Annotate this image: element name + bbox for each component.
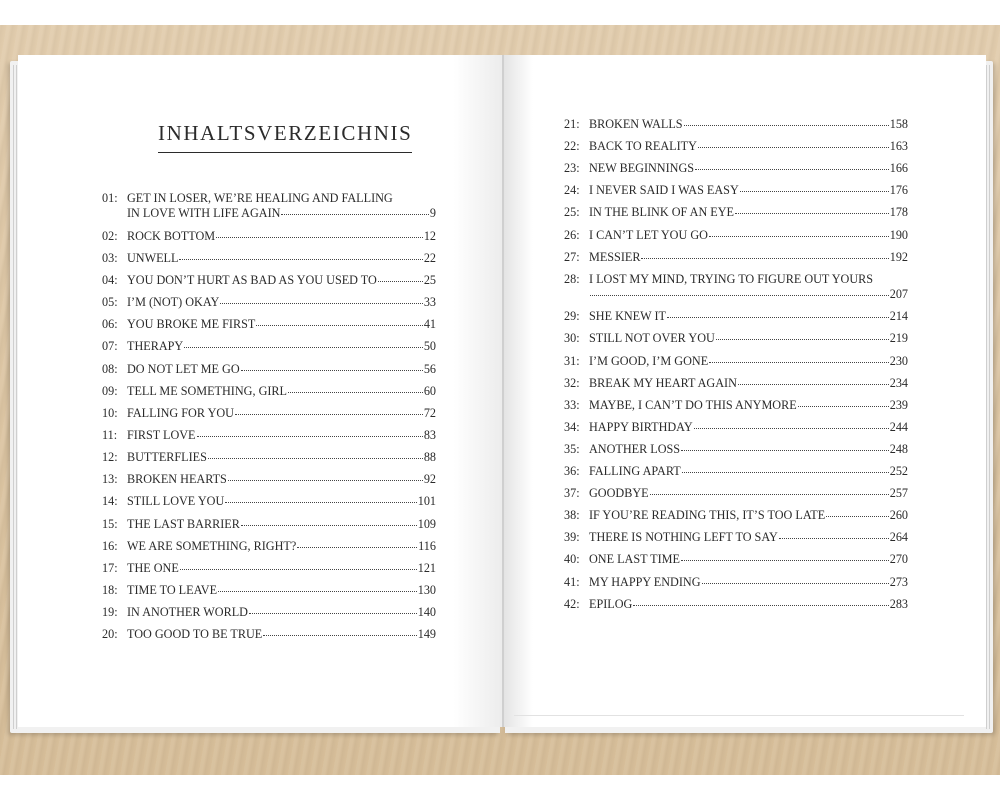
toc-entry-page: 252 [889, 464, 908, 478]
toc-leader-dots [281, 213, 428, 215]
toc-leader-dots [590, 294, 889, 296]
toc-entry-title: IN THE BLINK OF AN EYE [589, 205, 734, 220]
toc-entry-page: 283 [889, 596, 908, 611]
toc-entry-page: 207 [889, 286, 908, 301]
toc-entry-number: 05: [102, 295, 118, 310]
toc-entry-page: 257 [889, 486, 908, 501]
toc-entry [564, 486, 908, 501]
toc-entry-title: IF YOU’RE READING THIS, IT’S TOO LATE [589, 508, 826, 523]
toc-entry-page: 163 [889, 139, 908, 154]
toc-leader-dots [702, 582, 889, 584]
toc-entry-title: I CAN’T LET YOU GO [589, 227, 708, 242]
toc-entry-page: 50 [423, 339, 436, 354]
toc-leader-dots [698, 146, 889, 148]
toc-entry-number: 28: [564, 271, 580, 286]
toc-entry [564, 597, 908, 612]
toc-entry-number: 37: [564, 486, 580, 501]
toc-leader-dots [650, 493, 889, 495]
page-bottom-rule [514, 715, 964, 716]
toc-entry-page: 248 [889, 441, 908, 456]
toc-entry-page: 41 [423, 317, 436, 332]
toc-entry [564, 250, 908, 265]
toc-entry-title: BUTTERFLIES [127, 450, 207, 465]
toc-entry-title: IN ANOTHER WORLD [127, 605, 248, 620]
toc-entry-page: 116 [418, 538, 436, 553]
toc-entry-page: 130 [417, 583, 436, 598]
toc-title: INHALTSVERZEICHNIS [158, 121, 412, 153]
toc-entry-page: 273 [889, 574, 908, 589]
toc-entry-title: THE ONE [127, 560, 179, 575]
toc-entry [564, 331, 908, 346]
toc-entry-page: 260 [889, 508, 908, 523]
toc-entry-number: 27: [564, 249, 580, 264]
toc-leader-dots [218, 590, 417, 592]
toc-leader-dots [378, 280, 423, 282]
toc-entry-page: 60 [423, 383, 436, 398]
toc-entry [564, 398, 908, 413]
toc-entry-number: 04: [102, 272, 118, 287]
toc-entry-title: I NEVER SAID I WAS EASY [589, 183, 739, 198]
toc-entry [564, 139, 908, 154]
toc-entry [564, 552, 908, 567]
toc-entry-number: 15: [102, 516, 118, 531]
toc-entry-page: 12 [423, 228, 436, 243]
toc-leader-dots [225, 501, 416, 503]
toc-entry-page: 230 [889, 353, 908, 368]
toc-entry [564, 161, 908, 176]
toc-entry-title: MESSIER [589, 249, 641, 264]
toc-entry [564, 205, 908, 220]
toc-entry [102, 251, 436, 266]
toc-entry-page: 88 [423, 450, 436, 465]
toc-entry-number: 23: [564, 161, 580, 176]
toc-entry [564, 508, 908, 523]
toc-entry-page: 149 [417, 627, 436, 642]
toc-entry-page: 33 [423, 295, 436, 310]
toc-leader-dots [256, 324, 422, 326]
toc-leader-dots [684, 124, 889, 126]
toc-entry-title: THERAPY [127, 339, 184, 354]
toc-entry [102, 317, 436, 332]
toc-leader-dots [738, 383, 889, 385]
toc-entry-title: I’M GOOD, I’M GONE [589, 353, 709, 368]
toc-entry [102, 362, 436, 377]
toc-entry-number: 35: [564, 441, 580, 456]
toc-entry [102, 229, 436, 244]
toc-entry-number: 16: [102, 538, 118, 553]
toc-entry-number: 14: [102, 494, 118, 509]
toc-entry-number: 25: [564, 205, 580, 220]
toc-entry [102, 450, 436, 465]
toc-entry-title: DO NOT LET ME GO [127, 361, 240, 376]
toc-entry-page: 83 [423, 428, 436, 442]
toc-leader-dots [695, 168, 889, 170]
toc-entry-page: 178 [889, 205, 908, 220]
toc-leader-dots [709, 361, 889, 363]
toc-entry-number: 42: [564, 596, 580, 611]
toc-entry-title: HAPPY BIRTHDAY [589, 419, 693, 434]
toc-entry-title: FIRST LOVE [127, 428, 196, 442]
toc-entry-title: BROKEN WALLS [589, 117, 683, 131]
toc-entry-number: 18: [102, 583, 118, 598]
toc-entry [102, 406, 436, 421]
toc-entry-number: 11: [102, 428, 118, 442]
toc-entry-page: 264 [889, 530, 908, 545]
toc-entry [102, 273, 436, 288]
toc-entry-page: 56 [423, 361, 436, 376]
toc-entry [102, 539, 436, 554]
toc-entry-number: 30: [564, 331, 580, 346]
toc-leader-dots [297, 546, 417, 548]
toc-entry-title: UNWELL [127, 250, 179, 265]
toc-entry-number: 03: [102, 250, 118, 265]
toc-entry-title: ONE LAST TIME [589, 552, 680, 567]
toc-entry [102, 627, 436, 642]
toc-leader-dots [798, 405, 889, 407]
toc-entry [102, 583, 436, 598]
toc-leader-dots [288, 391, 423, 393]
toc-entry-title: I LOST MY MIND, TRYING TO FIGURE OUT YOURS [589, 271, 874, 286]
toc-entry-page: 109 [417, 516, 436, 531]
toc-entry-number: 22: [564, 139, 580, 154]
toc-leader-dots [228, 479, 423, 481]
toc-entry-number: 32: [564, 375, 580, 390]
toc-entry-number: 10: [102, 405, 118, 420]
toc-leader-dots [681, 559, 889, 561]
toc-entry-number: 38: [564, 508, 580, 523]
toc-entry-number: 29: [564, 309, 580, 324]
toc-entry-title: NEW BEGINNINGS [589, 161, 695, 176]
toc-entry-title: STILL LOVE YOU [127, 494, 225, 509]
toc-entry-number: 26: [564, 227, 580, 242]
toc-entry-title: SHE KNEW IT [589, 309, 666, 324]
toc-entry-title: THE LAST BARRIER [127, 516, 240, 531]
toc-entry [102, 339, 436, 354]
top-margin-band [0, 0, 1000, 25]
toc-entry-title: YOU DON’T HURT AS BAD AS YOU USED TO [127, 272, 377, 287]
toc-entry-number: 13: [102, 472, 118, 487]
toc-leader-dots [716, 338, 889, 340]
toc-entry [564, 530, 908, 545]
toc-entry-number: 08: [102, 361, 118, 376]
toc-entry-number: 31: [564, 353, 580, 368]
toc-entry [102, 517, 436, 532]
toc-leader-dots [709, 235, 889, 237]
toc-entry-page: 140 [417, 605, 436, 620]
toc-entry-page: 101 [417, 494, 436, 509]
toc-leader-dots [197, 435, 423, 437]
toc-entry-title: MAYBE, I CAN’T DO THIS ANYMORE [589, 397, 797, 412]
toc-entry-number: 40: [564, 552, 580, 567]
toc-entry-number: 41: [564, 574, 580, 589]
toc-entry-title: FALLING FOR YOU [127, 405, 234, 420]
toc-entry-title: YOU BROKE ME FIRST [127, 317, 256, 332]
toc-entry-title: TOO GOOD TO BE TRUE [127, 627, 263, 642]
toc-entry [102, 428, 436, 443]
toc-entry-title: GET IN LOSER, WE’RE HEALING AND FALLING [127, 191, 393, 205]
toc-leader-dots [641, 257, 888, 259]
right-page [504, 55, 986, 727]
toc-entry-number: 24: [564, 183, 580, 198]
toc-entry-title: ROCK BOTTOM [127, 228, 216, 243]
toc-entry-page: 158 [889, 117, 908, 131]
toc-entry [564, 420, 908, 435]
toc-leader-dots [682, 471, 889, 473]
toc-entry [564, 575, 908, 590]
toc-entry-number: 21: [564, 117, 580, 131]
toc-leader-dots [249, 612, 417, 614]
toc-entry [564, 117, 908, 132]
toc-leader-dots [208, 457, 423, 459]
toc-entry-page: 239 [889, 397, 908, 412]
toc-leader-dots [667, 316, 889, 318]
toc-entry-title: TIME TO LEAVE [127, 583, 218, 598]
toc-entry-title: GOODBYE [589, 486, 649, 501]
toc-leader-dots [779, 537, 889, 539]
toc-entry-page: 9 [429, 206, 436, 220]
toc-leader-dots [740, 190, 889, 192]
toc-entry [564, 442, 908, 457]
toc-entry [102, 472, 436, 487]
toc-entry-title: TELL ME SOMETHING, GIRL [127, 383, 287, 398]
toc-entry-number: 39: [564, 530, 580, 545]
toc-entry-page: 72 [423, 405, 436, 420]
toc-entry-number: 09: [102, 383, 118, 398]
toc-leader-dots [180, 568, 417, 570]
toc-entry [564, 464, 908, 479]
toc-entry-number: 12: [102, 450, 118, 465]
toc-entry-number: 33: [564, 397, 580, 412]
toc-entry-title: MY HAPPY ENDING [589, 574, 701, 589]
toc-entry [564, 183, 908, 198]
open-book [10, 55, 995, 735]
toc-entry-page: 234 [889, 375, 908, 390]
toc-entry [564, 309, 908, 324]
toc-leader-dots [216, 236, 423, 238]
toc-leader-dots [826, 515, 889, 517]
toc-entry-number: 17: [102, 560, 118, 575]
toc-entry-title: BACK TO REALITY [589, 139, 697, 154]
toc-leader-dots [235, 413, 423, 415]
toc-entry [102, 561, 436, 576]
bottom-margin-band [0, 775, 1000, 800]
toc-entry [102, 295, 436, 310]
toc-entry-page: 121 [417, 560, 436, 575]
toc-leader-dots [179, 258, 422, 260]
toc-entry-page: 92 [423, 472, 436, 487]
toc-entry-number: 06: [102, 317, 118, 332]
toc-leader-dots [735, 212, 889, 214]
toc-entry-page: 190 [889, 227, 908, 242]
toc-entry-page: 214 [889, 309, 908, 324]
toc-entry-number: 19: [102, 605, 118, 620]
toc-entry-title: THERE IS NOTHING LEFT TO SAY [589, 530, 778, 545]
toc-entry-number: 34: [564, 419, 580, 434]
toc-leader-dots [681, 449, 889, 451]
toc-entry-title: WE ARE SOMETHING, RIGHT? [127, 538, 297, 553]
toc-leader-dots [184, 346, 423, 348]
toc-leader-dots [263, 634, 417, 636]
toc-entry-page: 244 [889, 419, 908, 434]
toc-entry-number: 02: [102, 228, 118, 243]
toc-entry-number: 36: [564, 464, 580, 478]
toc-entry-page: 219 [889, 331, 908, 346]
toc-entry-title: EPILOG [589, 596, 633, 611]
toc-entry [102, 605, 436, 620]
toc-leader-dots [241, 524, 417, 526]
toc-entry-title: STILL NOT OVER YOU [589, 331, 715, 346]
toc-entry [564, 376, 908, 391]
toc-leader-dots [694, 427, 889, 429]
toc-entry-page: 22 [423, 250, 436, 265]
toc-entry-title: BREAK MY HEART AGAIN [589, 375, 737, 390]
toc-entry [102, 384, 436, 399]
toc-entry [102, 494, 436, 509]
toc-entry-number: 20: [102, 627, 118, 642]
toc-leader-dots [633, 604, 888, 606]
left-page [18, 55, 502, 727]
toc-entry-page: 176 [889, 183, 908, 198]
toc-entry-page: 192 [889, 249, 908, 264]
toc-entry [564, 354, 908, 369]
toc-entry-title: ANOTHER LOSS [589, 441, 681, 456]
toc-entry [564, 228, 908, 243]
toc-entry-number: 01: [102, 191, 118, 205]
toc-entry-title: I’M (NOT) OKAY [127, 295, 220, 310]
toc-entry-title: BROKEN HEARTS [127, 472, 227, 487]
toc-entry-page: 166 [889, 161, 908, 176]
toc-leader-dots [241, 369, 423, 371]
toc-entry-title-continued: IN LOVE WITH LIFE AGAIN [127, 206, 281, 220]
toc-entry-page: 270 [889, 552, 908, 567]
toc-entry-title: FALLING APART [589, 464, 681, 478]
toc-entry [564, 272, 908, 302]
toc-entry-page: 25 [423, 272, 436, 287]
toc-entry-number: 07: [102, 339, 118, 354]
toc-leader-dots [220, 302, 423, 304]
toc-entry [102, 191, 436, 221]
